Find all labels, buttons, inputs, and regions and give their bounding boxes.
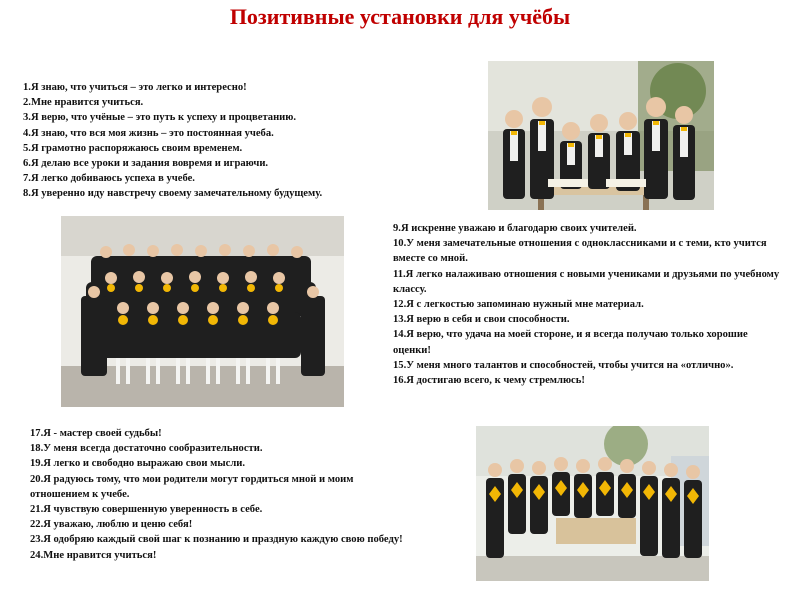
list-item: 17.Я - мастер своей судьбы! [30,428,162,439]
affirmations-list-1 [23,80,403,202]
list-item: 6.Я делаю все уроки и задания вовремя и играючи. [23,158,269,170]
list-item: 12.Я с легкостью запоминаю нужный мне материал. [393,299,644,311]
affirmations-list-3 [30,426,405,563]
class-group-photo [61,216,344,407]
list-item: 22.Я уважаю, люблю и ценю себя! [30,519,193,531]
list-item: 13.Я верю в себя и свои способности. [393,314,570,326]
list-item: 19.Я легко и свободно выражаю свои мысли. [30,458,246,470]
class-group-illustration [61,216,344,407]
list-item: 8.Я уверенно иду навстречу своему замечательному будущему. [23,188,323,200]
list-item: 23.Я одобряю каждый свой шаг к познанию и праздную каждую свою победу! [30,534,403,546]
students-reading-illustration [488,61,714,210]
list-item: 3.Я верю, что учёные – это путь к успеху и процветанию. [23,112,297,124]
affirmations-list-2 [393,221,783,388]
students-reading-photo [488,61,714,210]
list-item: 16.Я достигаю всего, к чему стремлюсь! [393,375,585,387]
list-item: 2.Мне нравится учиться. [23,97,144,109]
list-item: 10.У меня замечательные отношения с одноклассниками и с теми, кто учится вместе со мной. [393,238,767,265]
list-item: 14.Я верю, что удача на моей стороне, и я всегда получаю только хорошие оценки! [393,329,748,356]
list-item: 20.Я радуюсь тому, что мои родители могут гордиться мной и моим отношением к учебе. [30,473,354,500]
list-item: 1.Я знаю, что учиться – это легко и интересно! [23,82,247,93]
list-item: 24.Мне нравится учиться! [30,549,157,561]
list-item: 7.Я легко добиваюсь успеха в учебе. [23,173,195,185]
girls-classroom-photo [476,426,709,581]
list-item: 11.Я легко налаживаю отношения с новыми учениками и друзьями по учебному классу. [393,268,780,295]
list-item: 21.Я чувствую совершенную уверенность в себе. [30,504,263,516]
girls-classroom-illustration [476,426,709,581]
list-item: 4.Я знаю, что вся моя жизнь – это постоянная учеба. [23,127,274,139]
list-item: 9.Я искренне уважаю и благодарю своих учителей. [393,223,637,234]
list-item: 5.Я грамотно распоряжаюсь своим временем. [23,142,243,154]
page-title: Позитивные установки для учёбы [229,4,571,29]
list-item: 18.У меня всегда достаточно сообразительности. [30,443,263,455]
list-item: 15.У меня много талантов и способностей, чтобы учится на «отлично». [393,359,734,371]
